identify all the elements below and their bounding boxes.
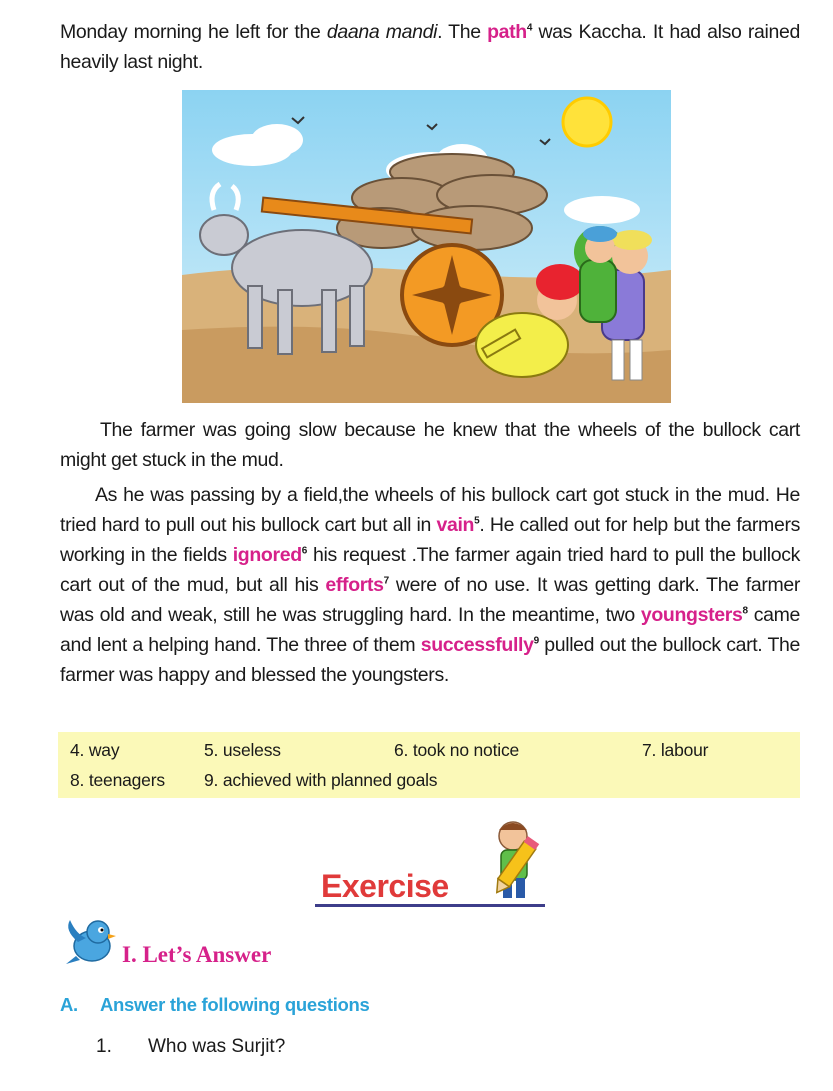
glossary-item: 4. way [70,740,120,760]
paragraph-farmer-slow: The farmer was going slow because he knew that the wheels of the bullock cart might get stuck in the mud. [60,419,800,471]
paragraph-intro: Monday morning he left for the daana mandi. The path$^4$ was Kaccha. It had also rained heavily last night. [60,21,801,73]
keyword-efforts: efforts [325,574,384,596]
exercise-title: Exercise [321,868,449,904]
question-item: 1. Who was Surjit? [96,1036,286,1057]
question-heading: A. Answer the following questions [60,994,370,1015]
bullock-cart-illustration [182,90,671,403]
keyword-path: path [487,21,527,43]
glossary-box [58,732,800,798]
exercise-underline [315,904,545,907]
keyword-youngsters: youngsters [640,604,743,626]
footnote-ref: 4 [526,22,533,34]
keyword-vain: vain [436,514,475,536]
glossary-item: 5. useless [204,740,281,760]
footnote-ref: 7 [383,575,389,587]
paragraph-stuck-cart: As he was passing by a field,the wheels of his bullock cart got stuck in the mud. He tried hard to pull out his bullock cart but all in vain$^5$. He called out for help but the farmers working in the fields ignored$^6$ his request .The farmer again tried hard to pull the bullock cart out of the mud, but all his efforts$^7$ were of no use. It was getting dark. The farmer was old and weak, still he was struggling hard. In the meantime, two youngsters$^8$ came and lent a helping hand. The three of them successfully$^9$ pulled out the bullock cart. The farmer was happy and blessed the youngsters. [60,484,800,686]
glossary-item: 6. took no notice [394,740,520,760]
glossary-item: 7. labour [642,740,709,760]
glossary-item: 8. teenagers [70,770,165,790]
footnote-ref: 8 [742,605,748,617]
boy-with-pencil-icon [479,818,549,904]
italic-term: daana mandi [326,21,438,43]
keyword-successfully: successfully [420,634,534,656]
keyword-ignored: ignored [232,544,302,566]
glossary-item: 9. achieved with planned goals [204,770,438,790]
blue-bird-icon [62,912,120,968]
section-title: I. Let’s Answer [122,942,272,967]
footnote-ref: 6 [301,545,308,557]
footnote-ref: 5 [474,515,480,527]
exercise-heading [315,818,555,910]
footnote-ref: 9 [533,635,539,647]
